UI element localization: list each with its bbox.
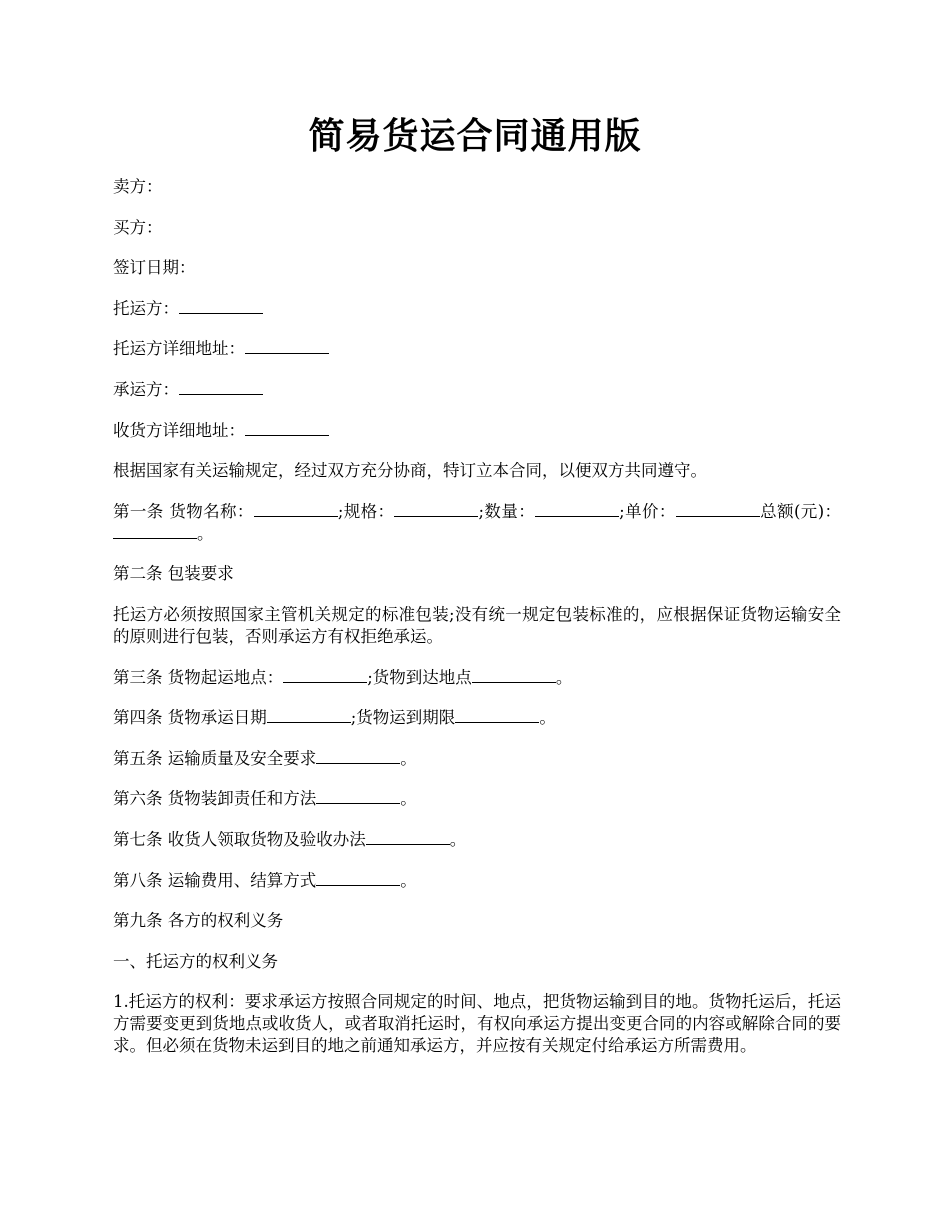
art1-unit-price: ;单价： (619, 501, 676, 521)
consignee-address-label: 收货方详细地址： (113, 420, 245, 440)
sign-date-label: 签订日期： (113, 258, 196, 278)
article-9-heading: 第九条 各方的权利义务 (113, 911, 284, 931)
art6-end: 。 (400, 789, 417, 809)
article-2-body: 托运方必须按照国家主管机关规定的标准包装;没有统一规定包装标准的，应根据保证货物运输安全的原则进行包装，否则承运方有权拒绝承运。 (113, 604, 841, 646)
consignee-address-line (113, 420, 841, 442)
fill-in-blank (394, 501, 478, 517)
buyer-label: 买方： (113, 217, 163, 237)
article-2-heading: 第二条 包装要求 (113, 564, 234, 584)
shipper-address-label: 托运方详细地址： (113, 339, 245, 359)
art3-prefix: 第三条 货物起运地点： (113, 667, 284, 687)
art3-end: 。 (555, 667, 573, 687)
art3-middle: ;货物到达地点 (367, 667, 472, 687)
fill-in-blank (245, 420, 329, 436)
art1-spec: ;规格： (337, 501, 395, 521)
art4-middle: ;货物运到期限 (350, 708, 456, 728)
fill-in-blank (245, 338, 329, 354)
document-title: 简易货运合同通用版 (308, 115, 642, 157)
art1-end: 。 (197, 523, 214, 543)
fill-in-blank (179, 298, 263, 314)
fill-in-blank (254, 501, 338, 517)
art8-end: 。 (400, 870, 417, 890)
art7-end: 。 (449, 829, 467, 849)
sign-date-line (113, 257, 841, 279)
fill-in-blank (455, 707, 539, 723)
art1-qty: ;数量： (478, 501, 536, 521)
preamble: 根据国家有关运输规定，经过双方充分协商，特订立本合同，以便双方共同遵守。 (113, 461, 707, 481)
article-5 (113, 748, 841, 770)
art8-prefix: 第八条 运输费用、结算方式 (113, 870, 317, 890)
art1-total: 总额(元)： (759, 501, 842, 521)
art6-prefix: 第六条 货物装卸责任和方法 (113, 789, 317, 809)
buyer-line (113, 217, 841, 239)
art5-prefix: 第五条 运输质量及安全要求 (113, 748, 317, 768)
article-3 (113, 667, 841, 689)
carrier-line (113, 379, 841, 401)
seller-line (113, 176, 841, 198)
fill-in-blank (316, 870, 400, 886)
fill-in-blank (676, 501, 760, 517)
shipper-label: 托运方： (113, 298, 179, 318)
shipper-line (113, 298, 841, 320)
fill-in-blank (472, 667, 556, 683)
art4-end: 。 (539, 708, 556, 728)
fill-in-blank (113, 523, 197, 539)
article-6 (113, 788, 841, 810)
fill-in-blank (366, 829, 450, 845)
fill-in-blank (316, 748, 400, 764)
fill-in-blank (535, 501, 619, 517)
art4-prefix: 第四条 货物承运日期 (113, 708, 267, 728)
fill-in-blank (179, 379, 263, 395)
clause-1: 1.托运方的权利：要求承运方按照合同规定的时间、地点，把货物运输到目的地。货物托运后，托运方需要变更到货地点或收货人，或者取消托运时，有权向承运方提出变更合同的内容或解除合同的要求。但必须在货物未运到目的地之前通知承运方，并应按有关规定付给承运方所需费用。 (113, 992, 841, 1056)
document-body (113, 176, 841, 1076)
fill-in-blank (316, 788, 400, 804)
fill-in-blank (267, 707, 351, 723)
art5-end: 。 (400, 748, 417, 768)
article-1 (113, 501, 841, 545)
article-7 (113, 829, 841, 851)
article-8 (113, 870, 841, 892)
fill-in-blank (283, 667, 367, 683)
carrier-label: 承运方： (113, 379, 179, 399)
shipper-address-line (113, 338, 841, 360)
art1-prefix: 第一条 货物名称： (113, 501, 254, 521)
section-1-heading: 一、托运方的权利义务 (113, 951, 278, 971)
seller-label: 卖方： (113, 177, 163, 196)
art7-prefix: 第七条 收货人领取货物及验收办法 (113, 829, 366, 849)
article-4 (113, 707, 841, 729)
